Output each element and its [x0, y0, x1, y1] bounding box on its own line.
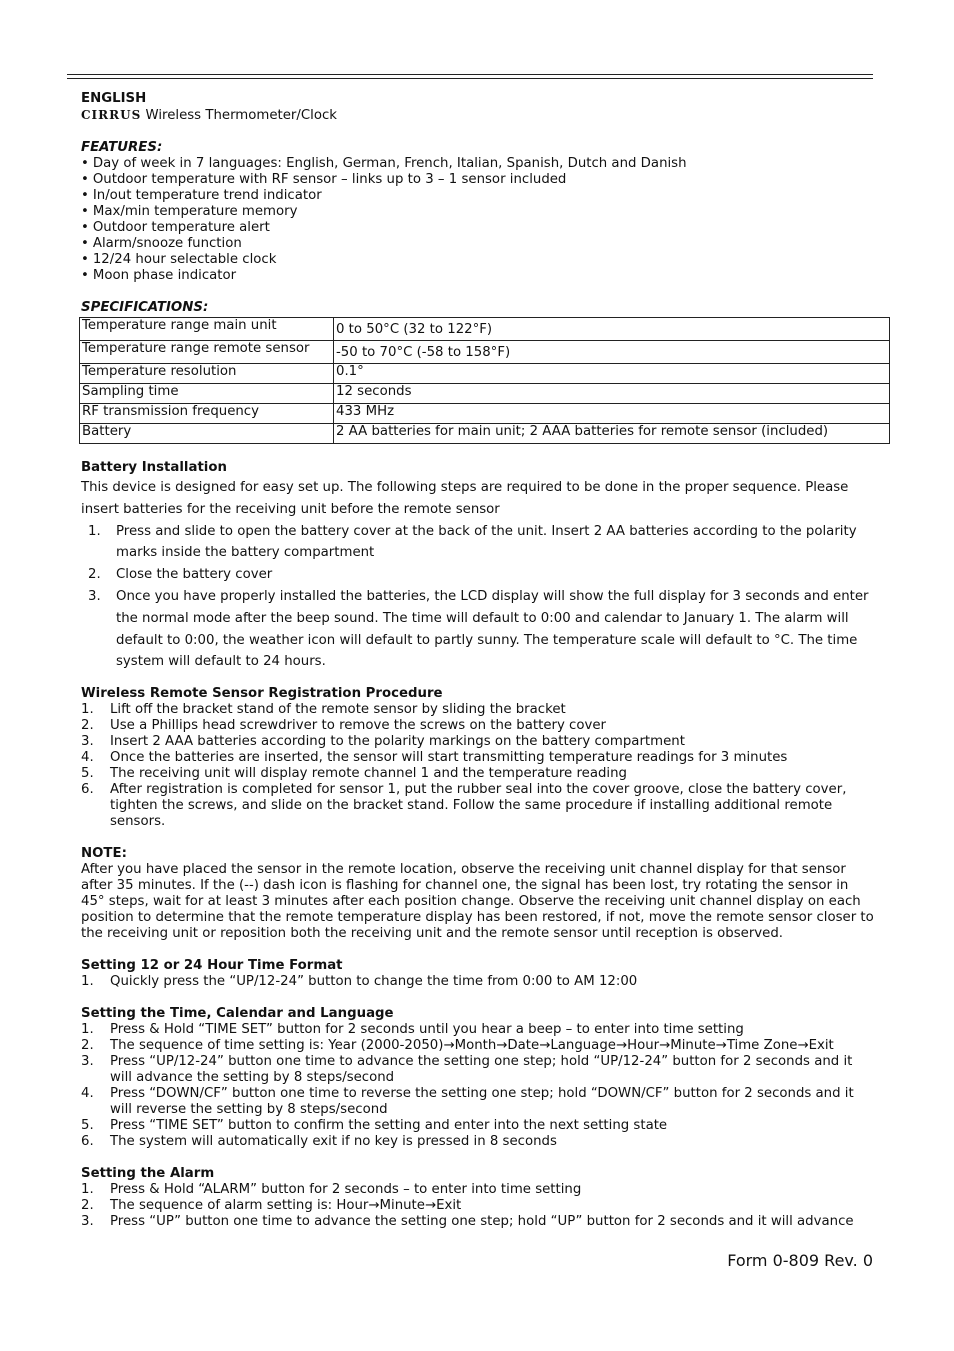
product-line	[81, 107, 876, 124]
list-item: 4. Press “DOWN/CF” button one time to reverse the setting one step; hold “DOWN/CF” button for 2 seconds and it will reverse the setting by 8 steps/second	[81, 1086, 854, 1118]
note-heading: NOTE:	[81, 846, 127, 862]
feature-item: • Max/min temperature memory	[81, 204, 876, 220]
table-row	[80, 384, 890, 404]
spec-value: 12 seconds	[334, 384, 890, 404]
list-item: 4. Once the batteries are inserted, the sensor will start transmitting temperature readings for 3 minutes	[81, 750, 788, 766]
features-heading: FEATURES:	[81, 140, 163, 155]
spec-value: 0 to 50°C (32 to 122°F)	[334, 318, 890, 341]
brand-name: CIRRUS	[81, 108, 142, 122]
spec-label: Temperature resolution	[80, 364, 334, 384]
battery-intro: This device is designed for easy set up. The following steps are required to be done in the proper sequence. Please insert batteries for the receiving unit before the remote sensor	[81, 480, 849, 517]
time-format-heading: Setting 12 or 24 Hour Time Format	[81, 958, 343, 974]
time-format-steps	[81, 974, 876, 990]
spec-value: 0.1°	[334, 364, 890, 384]
list-item: 2. The sequence of time setting is: Year (2000-2050)→Month→Date→Language→Hour→Minute→Time Zone→Exit	[81, 1038, 834, 1054]
table-row	[80, 364, 890, 384]
spec-label: Temperature range remote sensor	[80, 341, 334, 364]
table-row	[80, 318, 890, 341]
list-item: 2. Close the battery cover	[88, 567, 273, 583]
battery-heading: Battery Installation	[81, 460, 227, 475]
list-item: 1. Lift off the bracket stand of the remote sensor by sliding the bracket	[81, 702, 566, 718]
list-item: 2. The sequence of alarm setting is: Hour→Minute→Exit	[81, 1198, 462, 1214]
time-setting-steps	[81, 1022, 876, 1150]
specifications-table	[79, 317, 890, 444]
list-item: 5. The receiving unit will display remote channel 1 and the temperature reading	[81, 766, 627, 782]
list-item: 1. Quickly press the “UP/12-24” button to change the time from 0:00 to AM 12:00	[81, 974, 638, 990]
spec-value: 433 MHz	[334, 404, 890, 424]
table-row	[80, 404, 890, 424]
spec-label: Temperature range main unit	[80, 318, 334, 341]
time-setting-heading: Setting the Time, Calendar and Language	[81, 1006, 394, 1022]
list-item: 3. Press “UP” button one time to advance the setting one step; hold “UP” button for 2 seconds and it will advance	[81, 1214, 854, 1230]
list-item: 1. Press & Hold “ALARM” button for 2 seconds – to enter into time setting	[81, 1182, 582, 1198]
features-list	[81, 156, 876, 284]
feature-item: • 12/24 hour selectable clock	[81, 252, 876, 268]
list-item: 3. Once you have properly installed the batteries, the LCD display will show the full display for 3 seconds and enter the normal mode after the beep sound. The time will default to 0:00 and calendar to January 1. The alarm will default to 0:00, the weather icon will default to partly sunny. The temperature scale will default to °C. The time system will default to 24 hours.	[88, 588, 869, 670]
spec-value: -50 to 70°C (-58 to 158°F)	[334, 341, 890, 364]
feature-item: • In/out temperature trend indicator	[81, 188, 876, 204]
product-name: Wireless Thermometer/Clock	[141, 108, 337, 123]
alarm-heading: Setting the Alarm	[81, 1166, 215, 1182]
document-body	[81, 91, 876, 1230]
header-rule	[67, 74, 873, 75]
form-number: Form 0-809 Rev. 0	[727, 1251, 873, 1270]
feature-item: • Outdoor temperature with RF sensor – links up to 3 – 1 sensor included	[81, 172, 876, 188]
battery-steps	[81, 521, 876, 674]
table-row	[80, 341, 890, 364]
list-item: 2. Use a Phillips head screwdriver to remove the screws on the battery cover	[81, 718, 607, 734]
header-rule-secondary	[67, 78, 873, 79]
specifications-heading: SPECIFICATIONS:	[81, 300, 209, 315]
list-item: 3. Press “UP/12-24” button one time to advance the setting one step; hold “UP/12-24” button for 2 seconds and it will advance the setting by 8 steps/second	[81, 1054, 853, 1086]
spec-value: 2 AA batteries for main unit; 2 AAA batteries for remote sensor (included)	[334, 424, 890, 444]
list-item: 1. Press and slide to open the battery cover at the back of the unit. Insert 2 AA batteries according to the polarity marks inside the battery compartment	[88, 523, 857, 561]
table-row	[80, 424, 890, 444]
list-item: 1. Press & Hold “TIME SET” button for 2 seconds until you hear a beep – to enter into time setting	[81, 1022, 744, 1038]
spec-label: RF transmission frequency	[80, 404, 334, 424]
list-item: 3. Insert 2 AAA batteries according to the polarity markings on the battery compartment	[81, 734, 685, 750]
note-text: After you have placed the sensor in the remote location, observe the receiving unit channel display for that sensor after 35 minutes. If the (--) dash icon is flashing for channel one, the signal has been lost, try rotating the sensor in 45° steps, wait for at least 3 minutes after each position change. Observe the receiving unit channel display on each position to determine that the remote temperature display has been restored, if not, move the remote sensor closer to the receiving unit or reposition both the receiving unit and the remote sensor until reception is observed.	[81, 862, 874, 942]
feature-item: • Outdoor temperature alert	[81, 220, 876, 236]
registration-steps	[81, 702, 876, 830]
language-heading: ENGLISH	[81, 91, 147, 106]
feature-item: • Day of week in 7 languages: English, German, French, Italian, Spanish, Dutch and Danish	[81, 156, 876, 172]
registration-heading: Wireless Remote Sensor Registration Procedure	[81, 686, 443, 702]
spec-label: Sampling time	[80, 384, 334, 404]
list-item: 6. After registration is completed for sensor 1, put the rubber seal into the cover groove, close the battery cover, tighten the screws, and slide on the bracket stand. Follow the same procedure if installing additional remote sensors.	[81, 782, 847, 830]
spec-label: Battery	[80, 424, 334, 444]
list-item: 6. The system will automatically exit if no key is pressed in 8 seconds	[81, 1134, 557, 1150]
feature-item: • Alarm/snooze function	[81, 236, 876, 252]
list-item: 5. Press “TIME SET” button to confirm the setting and enter into the next setting state	[81, 1118, 668, 1134]
alarm-steps	[81, 1182, 876, 1230]
feature-item: • Moon phase indicator	[81, 268, 876, 284]
